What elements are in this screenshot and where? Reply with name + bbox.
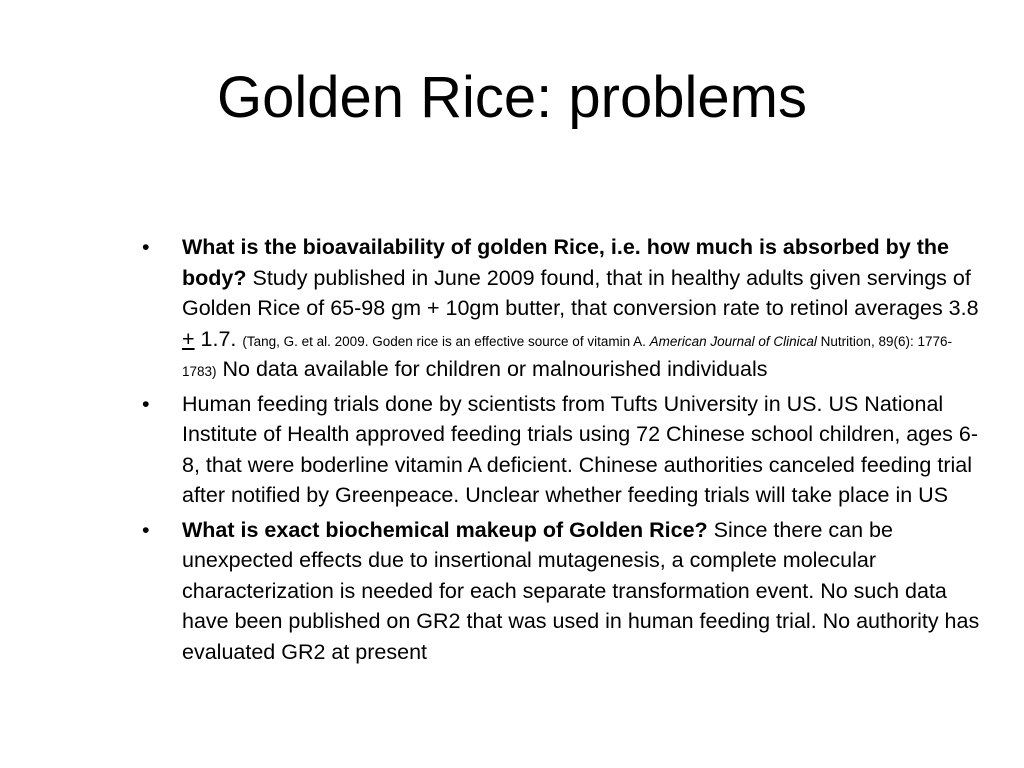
- bullet-text: 1.7.: [194, 326, 243, 351]
- bullet-text: No data available for children or malnourished individuals: [216, 357, 768, 381]
- citation-text: (Tang, G. et al. 2009. Goden rice is an effective source of vitamin A.: [242, 333, 650, 349]
- bullet-question-bold: What is the bioavailability of golden Rice, i.e. how much is absorbed by the body?: [182, 235, 949, 290]
- bullet-item-feeding-trials: [142, 389, 982, 511]
- plus-minus-sign: +: [182, 326, 195, 351]
- bullet-text: Since there can be unexpected effects due to insertional mutagenesis, a complete molecular characterization is needed for each separate transformation event. No such data have been published on GR2 that was used in human feeding trial. No authority has evaluated GR2 at present: [182, 517, 980, 664]
- bullet-text: Human feeding trials done by scientists from Tufts University in US. US National Institute of Health approved feeding trials using 72 Chinese school children, ages 6-8, that were boderline vitamin A deficient. Chinese authorities canceled feeding trial after notified by Greenpeace. Unclear whether feeding trials will take place in US: [182, 391, 978, 507]
- bullet-item-biochemical-makeup: [142, 515, 982, 668]
- bullet-question-bold: What is exact biochemical makeup of Golden Rice?: [182, 517, 708, 542]
- bullet-text: Study published in June 2009 found, that in healthy adults given servings of Golden Rice of 65-98 gm + 10gm butter, that conversion rate to retinol averages 3.8: [182, 265, 979, 320]
- citation-text: Nutrition, 89(6): 1776-1783): [182, 333, 952, 379]
- bullet-icon: •: [142, 517, 150, 542]
- bullet-list: [142, 232, 982, 671]
- slide-title: Golden Rice: problems: [217, 65, 807, 130]
- bullet-item-bioavailability: [142, 232, 982, 385]
- bullet-icon: •: [142, 235, 150, 259]
- citation-journal: American Journal of Clinical: [649, 333, 817, 349]
- bullet-icon: •: [142, 391, 150, 416]
